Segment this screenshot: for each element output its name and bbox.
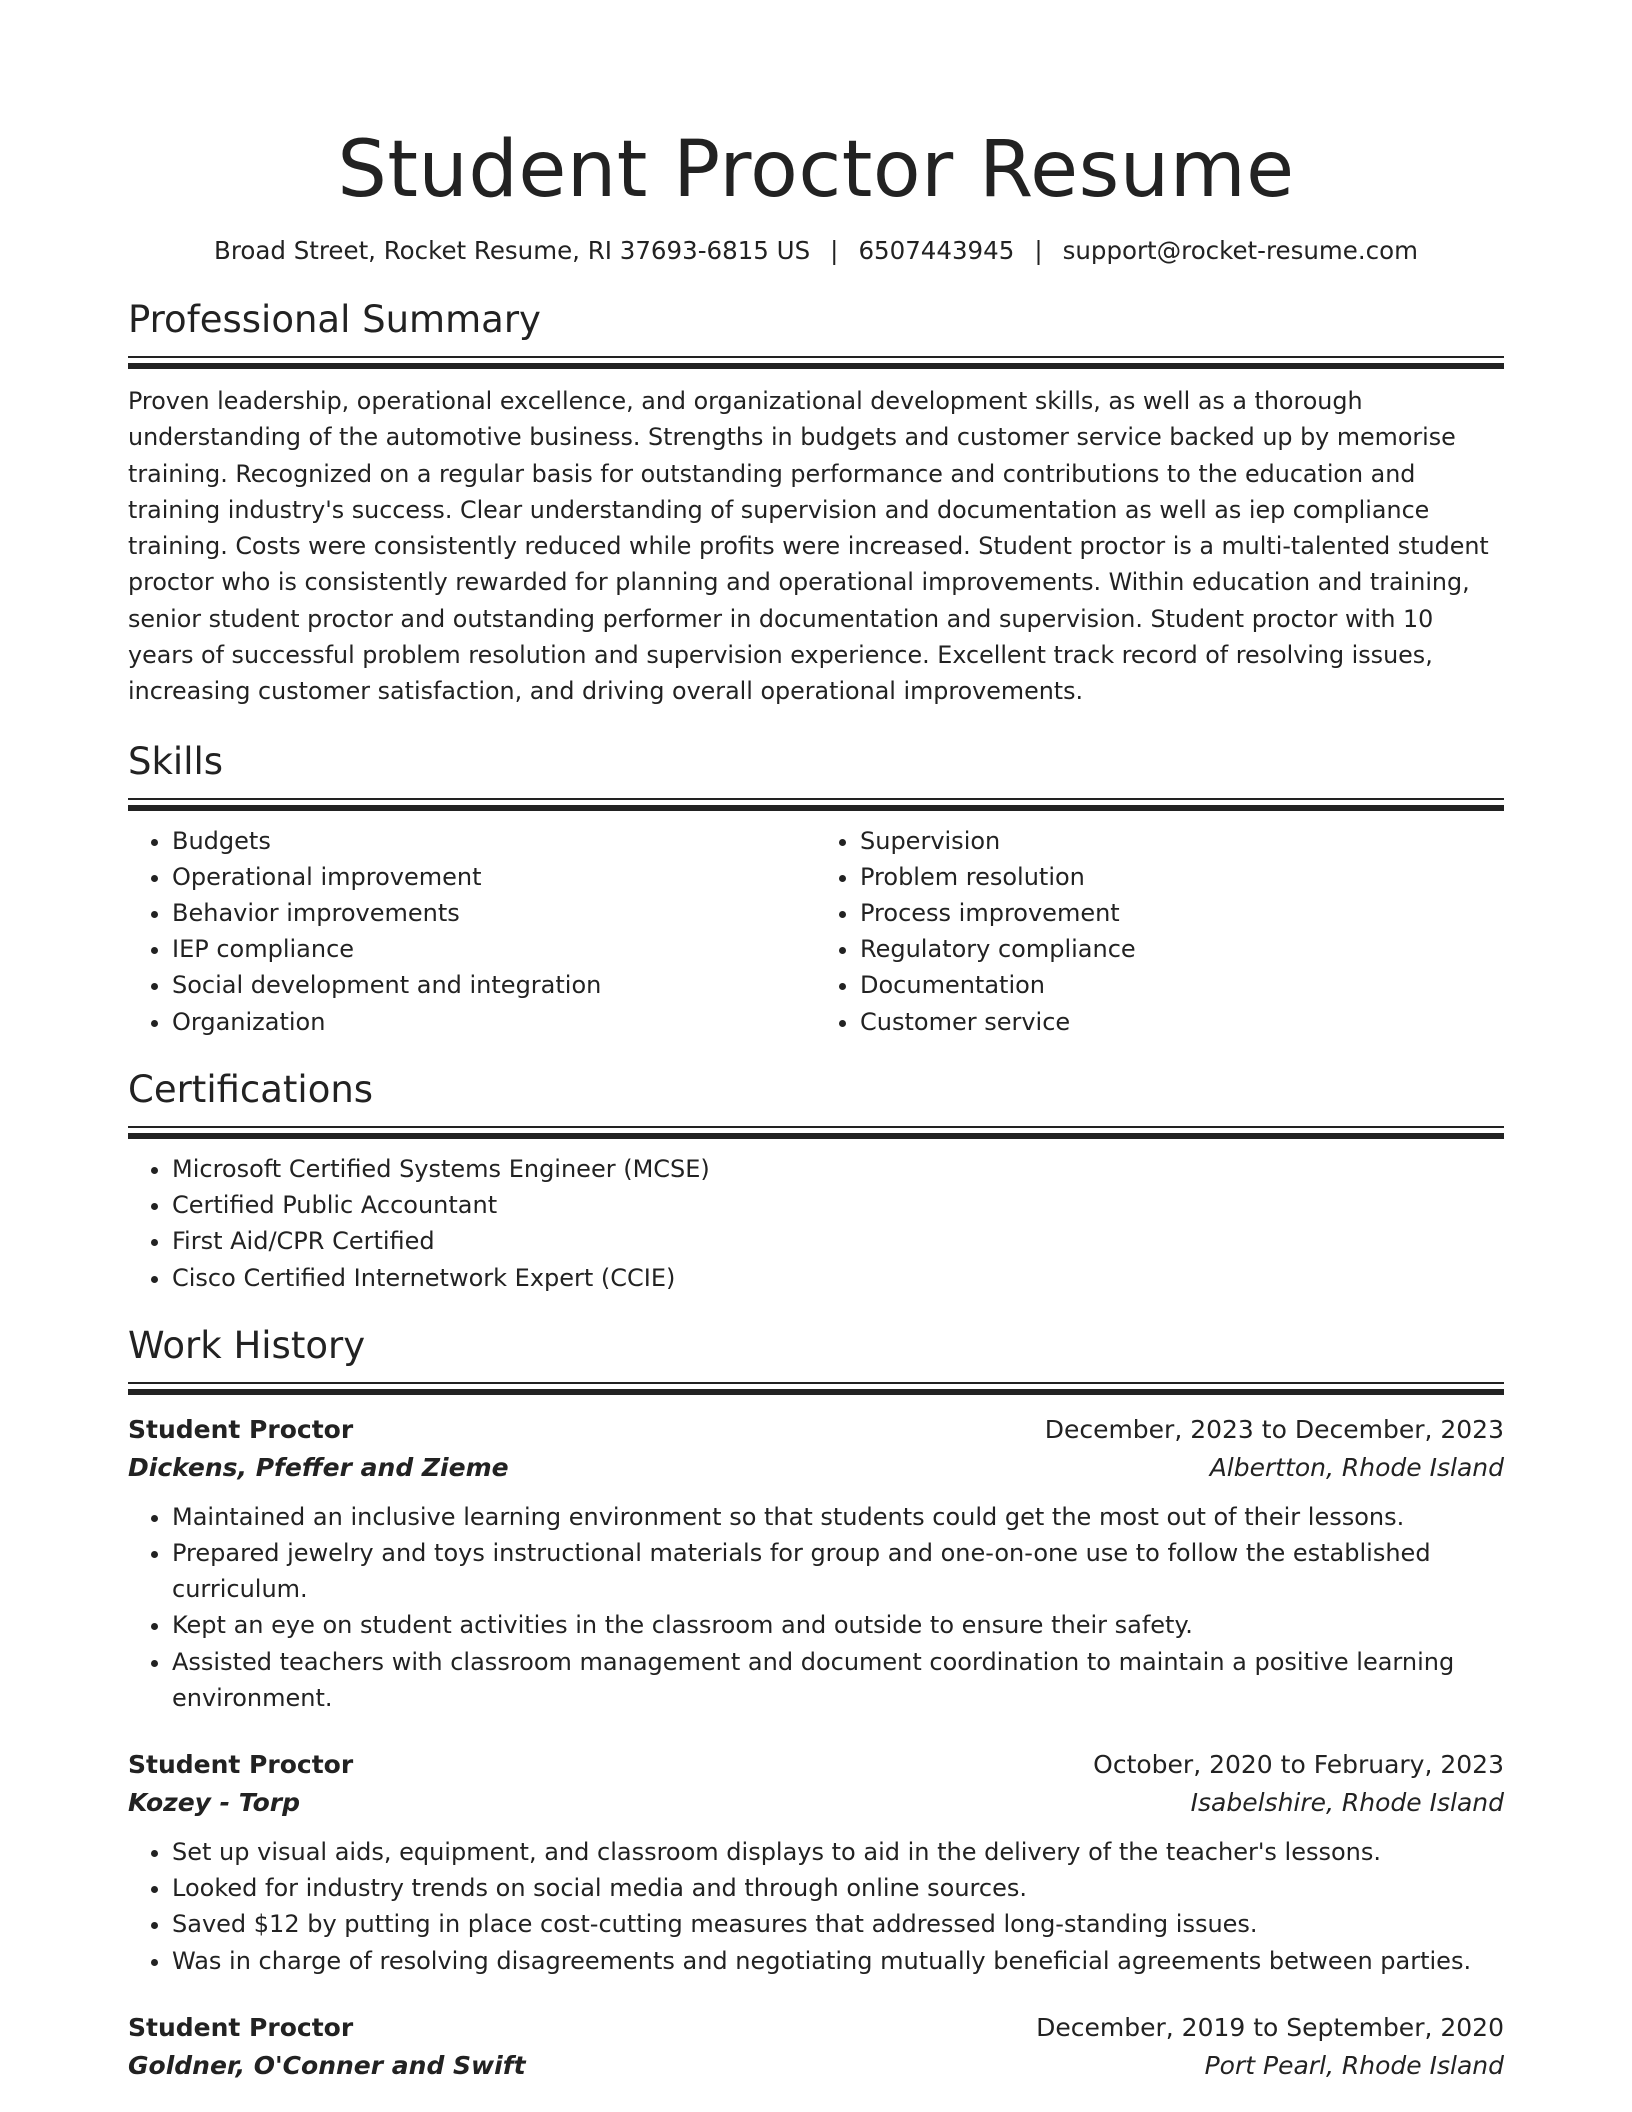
- list-item: • Certified Public Accountant: [172, 1187, 1504, 1223]
- section-title-certifications: Certifications: [128, 1067, 374, 1111]
- list-item: • Budgets: [172, 823, 816, 859]
- work-history-section: [128, 1322, 1504, 2085]
- job-company: Goldner, O'Conner and Swift: [128, 2050, 526, 2080]
- job-location: Isabelshire, Rhode Island: [1190, 1787, 1504, 1817]
- list-item: • Customer service: [860, 1004, 1504, 1040]
- section-title-work-history: Work History: [128, 1323, 366, 1367]
- job-title: Student Proctor: [128, 1414, 354, 1444]
- resume-title: Student Proctor Resume: [337, 125, 1295, 215]
- list-item: • Maintained an inclusive learning environment so that students could get the most out of their lessons.: [172, 1499, 1504, 1535]
- job-entry: [128, 1411, 1504, 1716]
- contact-phone: 6507443945: [858, 236, 1015, 265]
- summary-text: Proven leadership, operational excellence, and organizational development skills, as well as a thorough understanding of the automotive business. Strengths in budgets and customer service backed up by memorise training. Recognized on a regular basis for outstanding performance and contributions to the education and training industry's success. Clear understanding of supervision and documentation as well as iep compliance training. Costs were consistently reduced while profits were increased. Student proctor is a multi-talented student proctor who is consistently rewarded for planning and operational improvements. Within education and training, senior student proctor and outstanding performer in documentation and supervision. Student proctor with 10 years of successful problem resolution and supervision experience. Excellent track record of resolving issues, increasing customer satisfaction, and driving overall operational improvements.: [128, 387, 1489, 706]
- list-item: • Regulatory compliance: [860, 931, 1504, 967]
- job-bullets: [128, 1499, 1504, 1716]
- list-item: • Behavior improvements: [172, 895, 816, 931]
- job-subheader: [128, 1784, 1504, 1822]
- job-title: Student Proctor: [128, 1749, 354, 1779]
- job-subheader: [128, 2047, 1504, 2085]
- job-dates: October, 2020 to February, 2023: [1093, 1749, 1504, 1779]
- job-bullets: [128, 1834, 1504, 1979]
- section-rule: [128, 356, 1504, 369]
- job-dates: December, 2019 to September, 2020: [1036, 2012, 1504, 2042]
- list-item: • IEP compliance: [172, 931, 816, 967]
- list-item: • Process improvement: [860, 895, 1504, 931]
- job-dates: December, 2023 to December, 2023: [1044, 1414, 1504, 1444]
- job-title: Student Proctor: [128, 2012, 354, 2042]
- list-item: • Saved $12 by putting in place cost-cutting measures that addressed long-standing issues.: [172, 1906, 1504, 1942]
- list-item: • Documentation: [860, 967, 1504, 1003]
- certifications-list: [128, 1151, 1504, 1296]
- resume-page: [128, 0, 1504, 2085]
- skills-list-right: [816, 823, 1504, 1040]
- section-rule: [128, 1382, 1504, 1395]
- list-item: • Kept an eye on student activities in the classroom and outside to ensure their safety.: [172, 1607, 1504, 1643]
- job-entry: [128, 2009, 1504, 2085]
- job-location: Port Pearl, Rhode Island: [1204, 2050, 1504, 2080]
- job-entry: [128, 1746, 1504, 1979]
- job-location: Albertton, Rhode Island: [1209, 1452, 1504, 1482]
- skills-columns: [128, 823, 1504, 1040]
- list-item: • First Aid/CPR Certified: [172, 1223, 1504, 1259]
- list-item: • Supervision: [860, 823, 1504, 859]
- section-rule: [128, 1126, 1504, 1139]
- skills-list-left: [128, 823, 816, 1040]
- certifications-section: [128, 1066, 1504, 1296]
- summary-section: [128, 296, 1504, 710]
- list-item: • Looked for industry trends on social media and through online sources.: [172, 1870, 1504, 1906]
- job-subheader: [128, 1449, 1504, 1487]
- job-header: [128, 1411, 1504, 1449]
- section-title-skills: Skills: [128, 739, 224, 783]
- contact-line: [128, 234, 1504, 268]
- job-company: Kozey - Torp: [128, 1787, 300, 1817]
- list-item: • Was in charge of resolving disagreements and negotiating mutually beneficial agreements between parties.: [172, 1943, 1504, 1979]
- list-item: • Social development and integration: [172, 967, 816, 1003]
- contact-separator: |: [830, 236, 839, 265]
- job-header: [128, 2009, 1504, 2047]
- list-item: • Microsoft Certified Systems Engineer (MCSE): [172, 1151, 1504, 1187]
- skills-section: [128, 738, 1504, 1040]
- section-rule: [128, 798, 1504, 811]
- list-item: • Operational improvement: [172, 859, 816, 895]
- contact-separator: |: [1034, 236, 1043, 265]
- section-title-summary: Professional Summary: [128, 298, 541, 341]
- contact-email: support@rocket-resume.com: [1062, 236, 1418, 265]
- list-item: • Prepared jewelry and toys instructional materials for group and one-on-one use to follow the established curriculum.: [172, 1535, 1504, 1607]
- list-item: • Problem resolution: [860, 859, 1504, 895]
- list-item: • Set up visual aids, equipment, and classroom displays to aid in the delivery of the teacher's lessons.: [172, 1834, 1504, 1870]
- list-item: • Cisco Certified Internetwork Expert (CCIE): [172, 1260, 1504, 1296]
- list-item: • Assisted teachers with classroom management and document coordination to maintain a positive learning environment.: [172, 1644, 1504, 1716]
- list-item: • Organization: [172, 1004, 816, 1040]
- contact-address: Broad Street, Rocket Resume, RI 37693-6815 US: [214, 236, 811, 265]
- job-company: Dickens, Pfeffer and Zieme: [128, 1452, 509, 1482]
- job-header: [128, 1746, 1504, 1784]
